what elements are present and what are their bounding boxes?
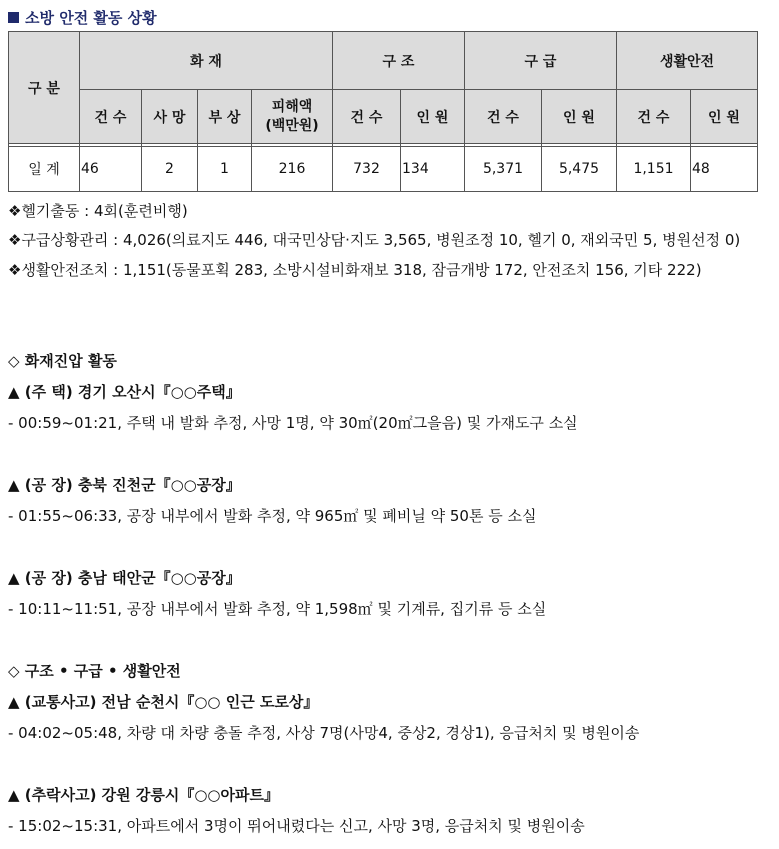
cell-ems-cases: 5,371	[465, 147, 542, 192]
cell-fire-deaths: 2	[142, 147, 198, 192]
table-header-row-2	[9, 90, 758, 144]
header-rescue-cases: 건 수	[333, 90, 401, 144]
header-fire-damage-line2: (백만원)	[265, 117, 319, 134]
cell-safety-people: 48	[691, 147, 758, 192]
cell-fire-cases: 46	[80, 147, 142, 192]
note-safety-measures: ❖생활안전조치 : 1,151(동물포획 283, 소방시설비화재보 318, 잠금개방 172, 안전조치 156, 기타 222)	[8, 261, 702, 279]
header-fire: 화 재	[80, 32, 333, 90]
incident-title: ▲ (공 장) 충북 진천군『○○공장』	[8, 476, 241, 494]
incident-description: - 15:02~15:31, 아파트에서 3명이 뛰어내렸다는 신고, 사망 3명, 응급처치 및 병원이송	[8, 817, 585, 835]
header-fire-deaths: 사 망	[142, 90, 198, 144]
activity-stats-table	[8, 31, 758, 192]
header-fire-cases: 건 수	[80, 90, 142, 144]
note-ems-management: ❖구급상황관리 : 4,026(의료지도 446, 대국민상담·지도 3,565, 병원조정 10, 헬기 0, 재외국민 5, 병원선정 0)	[8, 231, 741, 249]
header-fire-injuries: 부 상	[198, 90, 252, 144]
incident-description: - 01:55~06:33, 공장 내부에서 발화 추정, 약 965㎡ 및 폐비닐 약 50톤 등 소실	[8, 507, 537, 525]
table-header-row-1	[9, 32, 758, 90]
section-heading-rescue: ◇ 구조 • 구급 • 생활안전	[8, 662, 181, 680]
cell-safety-cases: 1,151	[617, 147, 691, 192]
incident-title: ▲ (교통사고) 전남 순천시『○○ 인근 도로상』	[8, 693, 319, 711]
incident-description: - 00:59~01:21, 주택 내 발화 추정, 사망 1명, 약 30㎡(20㎡그을음) 및 가재도구 소실	[8, 414, 578, 432]
report-title-text: 소방 안전 활동 상황	[25, 8, 157, 27]
header-safety-people: 인 원	[691, 90, 758, 144]
cell-fire-damage: 216	[252, 147, 333, 192]
header-category: 구 분	[9, 32, 80, 144]
header-ems-people: 인 원	[542, 90, 617, 144]
report-title	[8, 6, 157, 28]
incident-title: ▲ (주 택) 경기 오산시『○○주택』	[8, 383, 241, 401]
incident-title: ▲ (추락사고) 강원 강릉시『○○아파트』	[8, 786, 279, 804]
cell-rescue-cases: 732	[333, 147, 401, 192]
cell-ems-people: 5,475	[542, 147, 617, 192]
header-safety-cases: 건 수	[617, 90, 691, 144]
summary-notes	[8, 196, 760, 285]
incident-description: - 10:11~11:51, 공장 내부에서 발화 추정, 약 1,598㎡ 및 기계류, 집기류 등 소실	[8, 600, 547, 618]
header-ems: 구 급	[465, 32, 617, 90]
header-rescue-people: 인 원	[401, 90, 465, 144]
incident-title: ▲ (공 장) 충남 태안군『○○공장』	[8, 569, 241, 587]
row-label: 일 계	[9, 147, 80, 192]
section-heading-fire: ◇ 화재진압 활동	[8, 352, 117, 370]
square-bullet-icon	[8, 12, 19, 23]
cell-fire-injuries: 1	[198, 147, 252, 192]
header-fire-damage-line1: 피해액	[271, 98, 313, 115]
header-fire-damage	[252, 90, 333, 144]
cell-rescue-people: 134	[401, 147, 465, 192]
header-rescue: 구 조	[333, 32, 465, 90]
header-ems-cases: 건 수	[465, 90, 542, 144]
header-safety: 생활안전	[617, 32, 758, 90]
incident-description: - 04:02~05:48, 차량 대 차량 충돌 추정, 사상 7명(사망4, 중상2, 경상1), 응급처치 및 병원이송	[8, 724, 640, 742]
note-helicopter: ❖헬기출동 : 4회(훈련비행)	[8, 202, 188, 220]
incident-details	[8, 346, 760, 842]
table-row	[9, 147, 758, 192]
